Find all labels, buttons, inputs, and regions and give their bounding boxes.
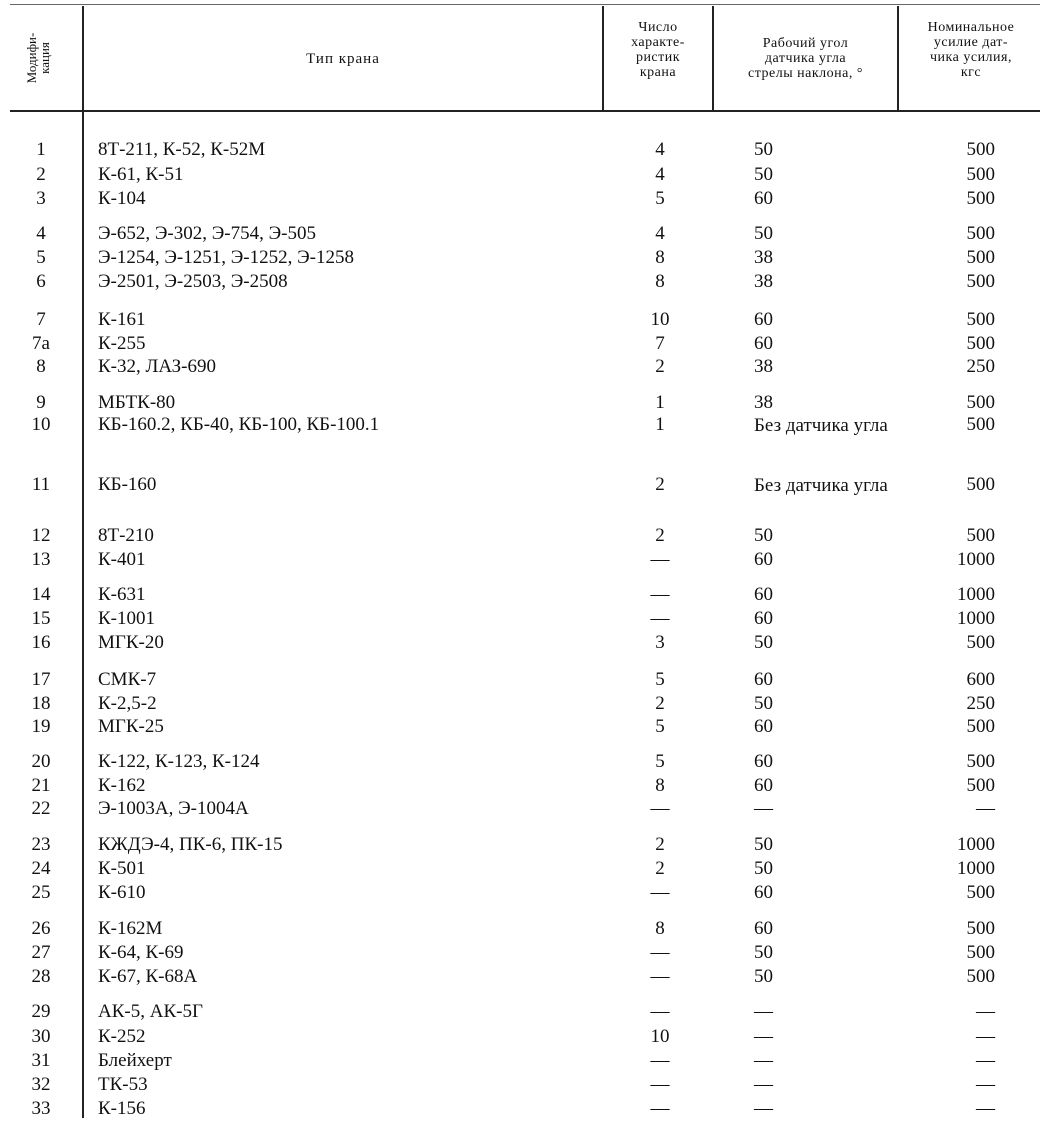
- row-15-type: К-631: [98, 584, 146, 605]
- row-7-mod: 7: [36, 309, 46, 330]
- row-13-force: 500: [966, 525, 995, 546]
- row-14-force: 1000: [957, 549, 995, 570]
- row-17-type: МГК-20: [98, 632, 164, 653]
- row-28-type: К-64, К-69: [98, 942, 184, 963]
- row-23-mod: 22: [31, 798, 51, 819]
- row-10-angle: 38: [754, 392, 773, 413]
- row-10-type: МБТК-80: [98, 392, 176, 413]
- row-34-angle: —: [754, 1098, 773, 1119]
- row-19-angle: 50: [754, 693, 773, 714]
- row-23-force: —: [976, 798, 995, 819]
- row-2-type: К-61, К-51: [98, 164, 184, 185]
- row-6-angle: 38: [754, 271, 773, 292]
- row-2-count: 4: [655, 164, 665, 185]
- table-top-rule: [10, 4, 1040, 5]
- row-1-count: 4: [655, 139, 665, 160]
- row-28-angle: 50: [754, 942, 773, 963]
- row-31-force: —: [976, 1026, 995, 1047]
- row-28-count: —: [650, 942, 670, 963]
- row-4-force: 500: [966, 223, 995, 244]
- row-22-angle: 60: [754, 775, 773, 796]
- row-20-force: 500: [966, 716, 995, 737]
- row-1-mod: 1: [36, 139, 46, 160]
- row-21-angle: 60: [754, 751, 773, 772]
- row-25-force: 1000: [957, 858, 995, 879]
- header-mod-line1: Модифи-: [24, 32, 39, 83]
- row-25-mod: 24: [31, 858, 51, 879]
- row-13-count: 2: [655, 525, 665, 546]
- row-3-mod: 3: [36, 188, 46, 209]
- row-16-angle: 60: [754, 608, 773, 629]
- row-28-mod: 27: [31, 942, 51, 963]
- header-working-angle: [714, 36, 897, 81]
- row-11-type: КБ-160.2, КБ-40, КБ-100, КБ-100.1: [98, 414, 380, 435]
- row-29-angle: 50: [754, 966, 773, 987]
- row-17-mod: 16: [31, 632, 51, 653]
- row-4-angle: 50: [754, 223, 773, 244]
- row-30-angle: —: [754, 1001, 773, 1022]
- row-30-mod: 29: [31, 1001, 51, 1022]
- row-34-count: —: [650, 1098, 670, 1119]
- row-34-type: К-156: [98, 1098, 146, 1119]
- row-14-mod: 13: [31, 549, 51, 570]
- row-31-mod: 30: [31, 1026, 51, 1047]
- row-25-count: 2: [655, 858, 665, 879]
- row-27-type: К-162М: [98, 918, 163, 939]
- row-19-mod: 18: [31, 693, 51, 714]
- row-32-mod: 31: [31, 1050, 51, 1071]
- row-4-type: Э-652, Э-302, Э-754, Э-505: [98, 223, 316, 244]
- header-angle-line2: датчика угла: [764, 51, 847, 66]
- row-9-count: 2: [655, 356, 665, 377]
- row-24-type: КЖДЭ-4, ПК-6, ПК-15: [98, 834, 283, 855]
- row-13-type: 8Т-210: [98, 525, 154, 546]
- row-20-count: 5: [655, 716, 665, 737]
- row-3-type: К-104: [98, 188, 146, 209]
- row-22-force: 500: [966, 775, 995, 796]
- row-14-type: К-401: [98, 549, 146, 570]
- row-18-type: СМК-7: [98, 669, 157, 690]
- row-9-angle: 38: [754, 356, 773, 377]
- row-31-type: К-252: [98, 1026, 146, 1047]
- row-18-mod: 17: [31, 669, 51, 690]
- row-19-count: 2: [655, 693, 665, 714]
- header-force-line1: Номинальное: [927, 20, 1015, 35]
- row-25-type: К-501: [98, 858, 146, 879]
- row-21-type: К-122, К-123, К-124: [98, 751, 260, 772]
- row-16-force: 1000: [957, 608, 995, 629]
- row-2-mod: 2: [36, 164, 46, 185]
- row-17-count: 3: [655, 632, 665, 653]
- row-33-angle: —: [754, 1074, 773, 1095]
- row-33-force: —: [976, 1074, 995, 1095]
- row-32-angle: —: [754, 1050, 773, 1071]
- row-2-angle: 50: [754, 164, 773, 185]
- row-27-count: 8: [655, 918, 665, 939]
- row-29-mod: 28: [31, 966, 51, 987]
- row-11-mod: 10: [31, 414, 51, 435]
- row-30-count: —: [650, 1001, 670, 1022]
- row-6-type: Э-2501, Э-2503, Э-2508: [98, 271, 288, 292]
- row-23-count: —: [650, 798, 670, 819]
- row-33-mod: 32: [31, 1074, 51, 1095]
- row-13-mod: 12: [31, 525, 51, 546]
- header-bottom-rule: [10, 110, 1040, 112]
- row-12-angle: Без датчика угла: [754, 475, 888, 496]
- row-5-force: 500: [966, 247, 995, 268]
- row-18-angle: 60: [754, 669, 773, 690]
- row-21-count: 5: [655, 751, 665, 772]
- header-count-line3: ристик: [635, 50, 681, 65]
- header-mod-line2: кация: [37, 41, 52, 74]
- row-32-type: Блейхерт: [98, 1050, 172, 1071]
- row-15-angle: 60: [754, 584, 773, 605]
- row-29-type: К-67, К-68А: [98, 966, 198, 987]
- header-crane-type: Тип крана: [306, 51, 380, 67]
- row-16-type: К-1001: [98, 608, 155, 629]
- row-9-force: 250: [966, 356, 995, 377]
- row-6-mod: 6: [36, 271, 46, 292]
- row-14-count: —: [650, 549, 670, 570]
- row-26-type: К-610: [98, 882, 146, 903]
- row-8-count: 7: [655, 333, 665, 354]
- row-3-angle: 60: [754, 188, 773, 209]
- row-4-count: 4: [655, 223, 665, 244]
- row-10-force: 500: [966, 392, 995, 413]
- row-31-angle: —: [754, 1026, 773, 1047]
- row-24-force: 1000: [957, 834, 995, 855]
- row-26-mod: 25: [31, 882, 51, 903]
- row-34-mod: 33: [31, 1098, 51, 1119]
- row-3-force: 500: [966, 188, 995, 209]
- row-7-angle: 60: [754, 309, 773, 330]
- row-1-angle: 50: [754, 139, 773, 160]
- row-4-mod: 4: [36, 223, 46, 244]
- row-1-type: 8Т-211, К-52, К-52М: [98, 139, 266, 160]
- row-22-count: 8: [655, 775, 665, 796]
- row-9-mod: 8: [36, 356, 46, 377]
- row-29-count: —: [650, 966, 670, 987]
- row-14-angle: 60: [754, 549, 773, 570]
- row-23-angle: —: [754, 798, 773, 819]
- row-11-force: 500: [966, 414, 995, 435]
- row-23-type: Э-1003А, Э-1004А: [98, 798, 249, 819]
- row-22-type: К-162: [98, 775, 146, 796]
- row-1-force: 500: [966, 139, 995, 160]
- row-20-mod: 19: [31, 716, 51, 737]
- row-15-count: —: [650, 584, 670, 605]
- row-18-count: 5: [655, 669, 665, 690]
- column-divider-1: [82, 6, 84, 1118]
- header-count-line4: крана: [639, 65, 677, 80]
- row-30-type: АК-5, АК-5Г: [98, 1001, 203, 1022]
- row-10-count: 1: [655, 392, 665, 413]
- row-8-angle: 60: [754, 333, 773, 354]
- header-characteristics-count: [604, 20, 712, 80]
- row-18-force: 600: [966, 669, 995, 690]
- row-5-angle: 38: [754, 247, 773, 268]
- row-28-force: 500: [966, 942, 995, 963]
- row-17-angle: 50: [754, 632, 773, 653]
- row-6-count: 8: [655, 271, 665, 292]
- row-27-angle: 60: [754, 918, 773, 939]
- row-20-type: МГК-25: [98, 716, 164, 737]
- row-15-mod: 14: [31, 584, 51, 605]
- row-32-force: —: [976, 1050, 995, 1071]
- row-8-mod: 7а: [32, 333, 50, 354]
- header-force-line2: усилие дат-: [933, 35, 1009, 50]
- row-7-type: К-161: [98, 309, 146, 330]
- row-9-type: К-32, ЛАЗ-690: [98, 356, 216, 377]
- row-15-force: 1000: [957, 584, 995, 605]
- row-25-angle: 50: [754, 858, 773, 879]
- row-12-force: 500: [966, 474, 995, 495]
- row-33-type: ТК-53: [98, 1074, 148, 1095]
- header-modification: [24, 10, 52, 105]
- row-20-angle: 60: [754, 716, 773, 737]
- header-count-line1: Число: [638, 20, 678, 35]
- row-26-count: —: [650, 882, 670, 903]
- header-angle-line1: Рабочий угол: [762, 36, 849, 51]
- row-16-count: —: [650, 608, 670, 629]
- row-30-force: —: [976, 1001, 995, 1022]
- row-11-angle: Без датчика угла: [754, 415, 888, 436]
- row-8-force: 500: [966, 333, 995, 354]
- header-angle-line3: стрелы наклона, °: [748, 66, 863, 81]
- row-17-force: 500: [966, 632, 995, 653]
- row-26-force: 500: [966, 882, 995, 903]
- row-6-force: 500: [966, 271, 995, 292]
- header-count-line2: характе-: [631, 35, 685, 50]
- row-22-mod: 21: [31, 775, 51, 796]
- row-19-force: 250: [966, 693, 995, 714]
- row-24-mod: 23: [31, 834, 51, 855]
- row-7-count: 10: [650, 309, 670, 330]
- header-force-line3: чика усилия,: [930, 50, 1012, 65]
- row-10-mod: 9: [36, 392, 46, 413]
- row-26-angle: 60: [754, 882, 773, 903]
- row-24-count: 2: [655, 834, 665, 855]
- row-34-force: —: [976, 1098, 995, 1119]
- row-3-count: 5: [655, 188, 665, 209]
- row-5-type: Э-1254, Э-1251, Э-1252, Э-1258: [98, 247, 354, 268]
- row-2-force: 500: [966, 164, 995, 185]
- row-12-count: 2: [655, 474, 665, 495]
- row-27-mod: 26: [31, 918, 51, 939]
- header-force-line4: кгс: [960, 65, 982, 80]
- row-7-force: 500: [966, 309, 995, 330]
- row-8-type: К-255: [98, 333, 146, 354]
- row-32-count: —: [650, 1050, 670, 1071]
- row-12-type: КБ-160: [98, 474, 157, 495]
- row-12-mod: 11: [31, 474, 51, 495]
- row-5-mod: 5: [36, 247, 46, 268]
- row-33-count: —: [650, 1074, 670, 1095]
- row-21-force: 500: [966, 751, 995, 772]
- row-24-angle: 50: [754, 834, 773, 855]
- row-27-force: 500: [966, 918, 995, 939]
- row-13-angle: 50: [754, 525, 773, 546]
- row-21-mod: 20: [31, 751, 51, 772]
- row-11-count: 1: [655, 414, 665, 435]
- row-16-mod: 15: [31, 608, 51, 629]
- row-5-count: 8: [655, 247, 665, 268]
- header-nominal-force: [899, 20, 1043, 80]
- row-31-count: 10: [650, 1026, 670, 1047]
- row-19-type: К-2,5-2: [98, 693, 157, 714]
- row-29-force: 500: [966, 966, 995, 987]
